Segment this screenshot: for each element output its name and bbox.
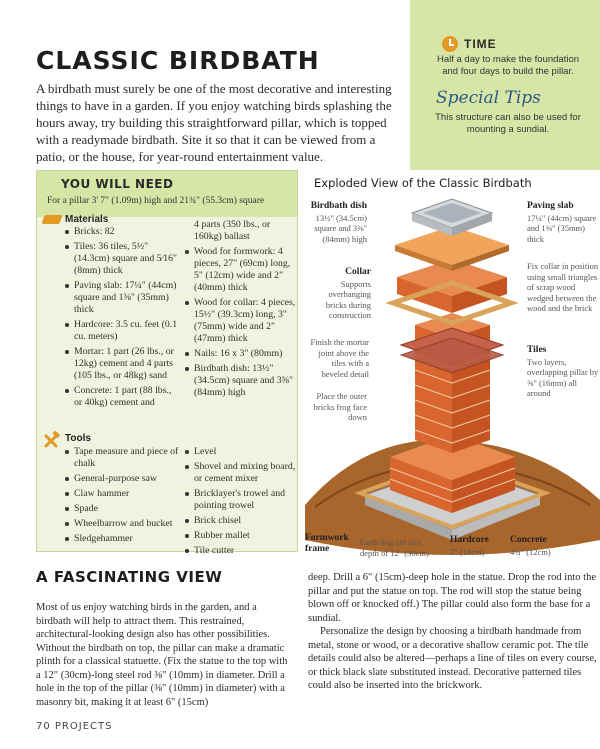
exploded-view-diagram — [305, 195, 600, 565]
materials-list-col1 — [65, 226, 180, 412]
label-collar-text: Supports overhanging bricks during construction — [325, 278, 371, 320]
label-hardcore-text: 7" (18cm) — [450, 546, 485, 557]
materials-item: Nails: 16 x 3" (80mm) — [185, 348, 297, 360]
label-concrete — [510, 535, 560, 557]
label-birdbath-dish — [307, 201, 367, 244]
tools-item: Tile cutter — [185, 545, 297, 557]
tools-item: Sledgehammer — [65, 533, 180, 545]
page-title: CLASSIC BIRDBATH — [36, 46, 320, 75]
label-hardcore — [450, 535, 500, 557]
intro-paragraph: A birdbath must surely be one of the most decorative and interesting things to have in a garden. If you enjoy watching birds splashing the hours away, try building this straightforward pillar, which is topped with a readymade birdbath. Site it so that it can be viewed from a patio, or the house, for year-round entertainment value. — [36, 81, 392, 164]
materials-item: Paving slab: 17¼" (44cm) square and 1⅜" (35mm) thick — [65, 280, 180, 316]
label-hardcore-title: Hardcore — [450, 535, 489, 545]
tools-heading: Tools — [65, 433, 91, 444]
label-paving-title: Paving slab — [527, 201, 574, 211]
you-will-need-title: YOU WILL NEED — [61, 177, 174, 191]
time-text: Half a day to make the foundation and four days to build the pillar. — [436, 54, 580, 77]
time-header — [442, 36, 588, 52]
clock-icon — [442, 36, 458, 52]
label-outer-bricks — [307, 391, 367, 423]
special-tips-text: This structure can also be used for mounting a sundial. — [435, 112, 581, 135]
materials-heading: Materials — [65, 214, 109, 225]
label-formwork — [305, 533, 355, 555]
label-mortar-joint — [305, 337, 369, 379]
section-title: A FASCINATING VIEW — [36, 568, 223, 586]
tools-item: Tape measure and piece of chalk — [65, 446, 180, 470]
label-collar-title: Collar — [345, 267, 371, 277]
tools-item: Rubber mallet — [185, 530, 297, 542]
label-concrete-text: 4¾" (12cm) — [510, 546, 551, 557]
label-collar — [307, 267, 371, 321]
materials-item: Concrete: 1 part (88 lbs., or 40kg) cement and — [65, 385, 180, 409]
tools-item: Brick chisel — [185, 515, 297, 527]
body-text-right-p2: Personalize the design by choosing a birdbath handmade from metal, stone or wood, or a decorative shallow ceramic pot. The tile details could also be altered—perhaps a line of tiles on every course, or thick black slate substituted instead. Decorative patterned tiles could also be inserted into the brickwork. — [308, 626, 597, 691]
tools-list-col1 — [65, 446, 180, 548]
tools-list-col2 — [185, 446, 297, 560]
tools-icon — [43, 431, 61, 449]
materials-item: Birdbath dish: 13½" (34.5cm) square and 3⅜" (84mm) high — [185, 363, 297, 399]
info-sidebar — [410, 0, 600, 170]
you-will-need-box — [36, 170, 298, 556]
body-text-left: Most of us enjoy watching birds in the garden, and a birdbath will help to attract them. This restrained, architectural-looking design also has other possibilities. Without the birdbath on top, the pillar can make a dramatic plinth for a classical statuette. (Fix the statue to the top with a 12" (30cm)-long steel rod ⅜" (10mm) in diameter. Drill a hole in the top of the pillar (⅜" (10mm) in diameter) with a masonry bit, making it at least 6" (15cm) — [36, 602, 288, 708]
label-fix-collar — [527, 261, 599, 314]
page-footer: 70 PROJECTS — [36, 721, 113, 732]
body-text-right — [308, 571, 598, 693]
materials-item: Wood for formwork: 4 pieces, 27" (69cm) long, 5" (12cm) wide and 2" (40mm) thick — [185, 246, 297, 294]
tools-item: Shovel and mixing board, or cement mixer — [185, 461, 297, 485]
label-tiles — [527, 345, 599, 399]
trowel-icon — [41, 215, 62, 224]
diagram-title: Exploded View of the Classic Birdbath — [314, 176, 532, 190]
tools-item: Spade — [65, 503, 180, 515]
you-will-need-subtitle: For a pillar 3' 7" (1.09m) high and 21¾" (55.3cm) square — [47, 196, 265, 206]
label-mortar-text: Finish the mortar joint above the tiles with a beveled detail — [310, 337, 369, 379]
label-earth — [360, 537, 432, 558]
materials-item: Bricks: 82 — [65, 226, 180, 238]
label-tiles-title: Tiles — [527, 345, 547, 355]
materials-item: Mortar: 1 part (26 lbs., or 12kg) cement and 4 parts (105 lbs., or 48kg) sand — [65, 346, 180, 382]
label-paving-slab — [527, 201, 599, 244]
tools-item: General-purpose saw — [65, 473, 180, 485]
special-tips-title: Special Tips — [436, 88, 541, 108]
tools-item: Bricklayer's trowel and pointing trowel — [185, 488, 297, 512]
materials-item: 4 parts (350 lbs., or 160kg) ballast — [194, 219, 271, 242]
materials-item: Wood for collar: 4 pieces, 15½" (39.3cm) long, 3" (75mm) wide and 2" (47mm) thick — [185, 297, 297, 345]
body-text-right-p1: deep. Drill a 6" (15cm)-deep hole in the statue. Drop the rod into the pillar and put the statue on top. The rod will stop the statue being blown off or knocked off.) The pillar could also form the base for a sundial. — [308, 572, 596, 624]
you-will-need-header — [37, 171, 297, 217]
label-earth-text: Earth dug out to a depth of 12" (30cm) — [360, 537, 429, 558]
label-place-text: Place the outer bricks frog face down — [313, 391, 367, 422]
materials-list-col2 — [185, 219, 297, 402]
materials-item: Tiles: 36 tiles, 5½" (14.3cm) square and 5⁄16" (8mm) thick — [65, 241, 180, 277]
label-concrete-title: Concrete — [510, 535, 547, 545]
label-formwork-title: Formwork frame — [305, 533, 349, 554]
label-fix-text: Fix collar in position using small triangles of scrap wood wedged between the wood and the brick — [527, 261, 599, 313]
tools-item: Wheelbarrow and bucket — [65, 518, 180, 530]
label-birdbath-text: 13½" (34.5cm) square and 3⅜" (84mm) high — [314, 212, 367, 244]
label-paving-text: 17¼" (44cm) square and 1⅜" (35mm) thick — [527, 212, 597, 244]
label-tiles-text: Two layers, overlapping pillar by ⅝" (16mm) all around — [527, 356, 599, 398]
tools-item: Level — [185, 446, 297, 458]
materials-item: Hardcore: 3.5 cu. feet (0.1 cu. meters) — [65, 319, 180, 343]
label-birdbath-title: Birdbath dish — [310, 201, 367, 211]
tools-item: Claw hammer — [65, 488, 180, 500]
time-label: TIME — [464, 37, 497, 51]
